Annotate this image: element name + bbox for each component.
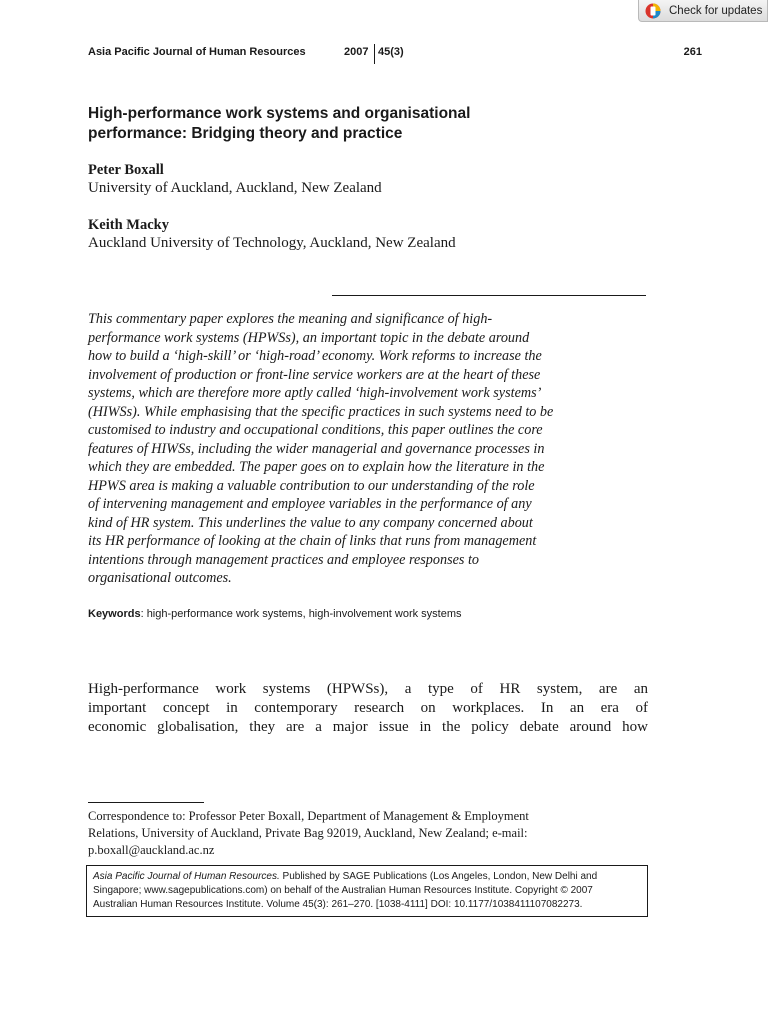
abstract-line: how to build a ‘high-skill’ or ‘high-road’ economy. Work reforms to increase the: [88, 348, 542, 364]
pub-journal-name: Asia Pacific Journal of Human Resources.: [93, 871, 280, 882]
abstract-line: This commentary paper explores the meaning and significance of high-: [88, 311, 493, 327]
footnote-line: p.boxall@auckland.ac.nz: [88, 843, 215, 857]
author-name: Keith Macky: [88, 217, 169, 233]
journal-name: Asia Pacific Journal of Human Resources: [88, 46, 306, 58]
header-divider: [374, 44, 375, 64]
check-for-updates-button[interactable]: [638, 0, 768, 22]
keywords-text: : high-performance work systems, high-involvement work systems: [140, 608, 462, 620]
abstract-line: its HR performance of looking at the chain of links that runs from management: [88, 533, 537, 549]
abstract-line: involvement of production or front-line service workers are at the heart of these: [88, 366, 541, 383]
title-line: High-performance work systems and organisational: [88, 105, 471, 122]
running-header: [88, 46, 702, 62]
body-line: important concept in contemporary research on workplaces. In an era of: [88, 700, 648, 716]
abstract-line: which they are embedded. The paper goes on to explain how the literature in the: [88, 459, 545, 475]
footnote-divider: [88, 802, 204, 803]
article-title: [88, 104, 648, 144]
abstract-line: customised to industry and occupational conditions, this paper outlines the core: [88, 422, 543, 438]
author-affiliation: Auckland University of Technology, Auckland, New Zealand: [88, 235, 456, 251]
crossmark-icon: [645, 3, 661, 19]
keywords: [88, 608, 688, 620]
abstract-line: features of HIWSs, including the wider managerial and governance processes in: [88, 440, 545, 457]
abstract-line: HPWS area is making a valuable contribution to our understanding of the role: [88, 477, 535, 494]
abstract-line: systems, which are therefore more aptly called ‘high-involvement work systems’: [88, 385, 542, 401]
abstract-line: kind of HR system. This underlines the value to any company concerned about: [88, 514, 533, 531]
keywords-label: Keywords: [88, 608, 141, 620]
journal-volume: 45(3): [378, 46, 404, 58]
title-line: performance: Bridging theory and practice: [88, 125, 403, 142]
check-for-updates-label: Check for updates: [669, 4, 763, 17]
body-line: High-performance work systems (HPWSs), a type of HR system, are an: [88, 681, 648, 697]
abstract: [88, 310, 648, 588]
abstract-line: of intervening management and employee variables in the performance of any: [88, 496, 532, 512]
author-affiliation: University of Auckland, Auckland, New Zealand: [88, 180, 382, 196]
pub-line: Singapore; www.sagepublications.com) on behalf of the Australian Human Resources Institute. Copyright © 2007: [93, 885, 593, 896]
pub-line-rest: Published by SAGE Publications (Los Angeles, London, New Delhi and: [279, 871, 598, 882]
author-name: Peter Boxall: [88, 162, 164, 178]
journal-year: 2007: [344, 46, 369, 58]
publication-info-box: [86, 865, 648, 917]
footnote-line: Correspondence to: Professor Peter Boxall, Department of Management & Employment: [88, 809, 529, 823]
abstract-line: organisational outcomes.: [88, 570, 232, 586]
abstract-divider: [332, 295, 646, 296]
body-line: economic globalisation, they are a major issue in the policy debate around how: [88, 719, 648, 735]
body-paragraph: [88, 680, 648, 737]
footnote-line: Relations, University of Auckland, Private Bag 92019, Auckland, New Zealand; e-mail:: [88, 826, 528, 840]
abstract-line: intentions through management practices and employee responses to: [88, 551, 480, 568]
abstract-line: performance work systems (HPWSs), an important topic in the debate around: [88, 329, 530, 346]
pub-line: [93, 870, 641, 884]
pub-line: Australian Human Resources Institute. Volume 45(3): 261–270. [1038-4111] DOI: 10.1177/1038411107082273.: [93, 899, 583, 910]
page-number: 261: [683, 46, 702, 58]
correspondence-footnote: [88, 808, 648, 859]
abstract-line: (HIWSs). While emphasising that the specific practices in such systems need to be: [88, 403, 554, 420]
